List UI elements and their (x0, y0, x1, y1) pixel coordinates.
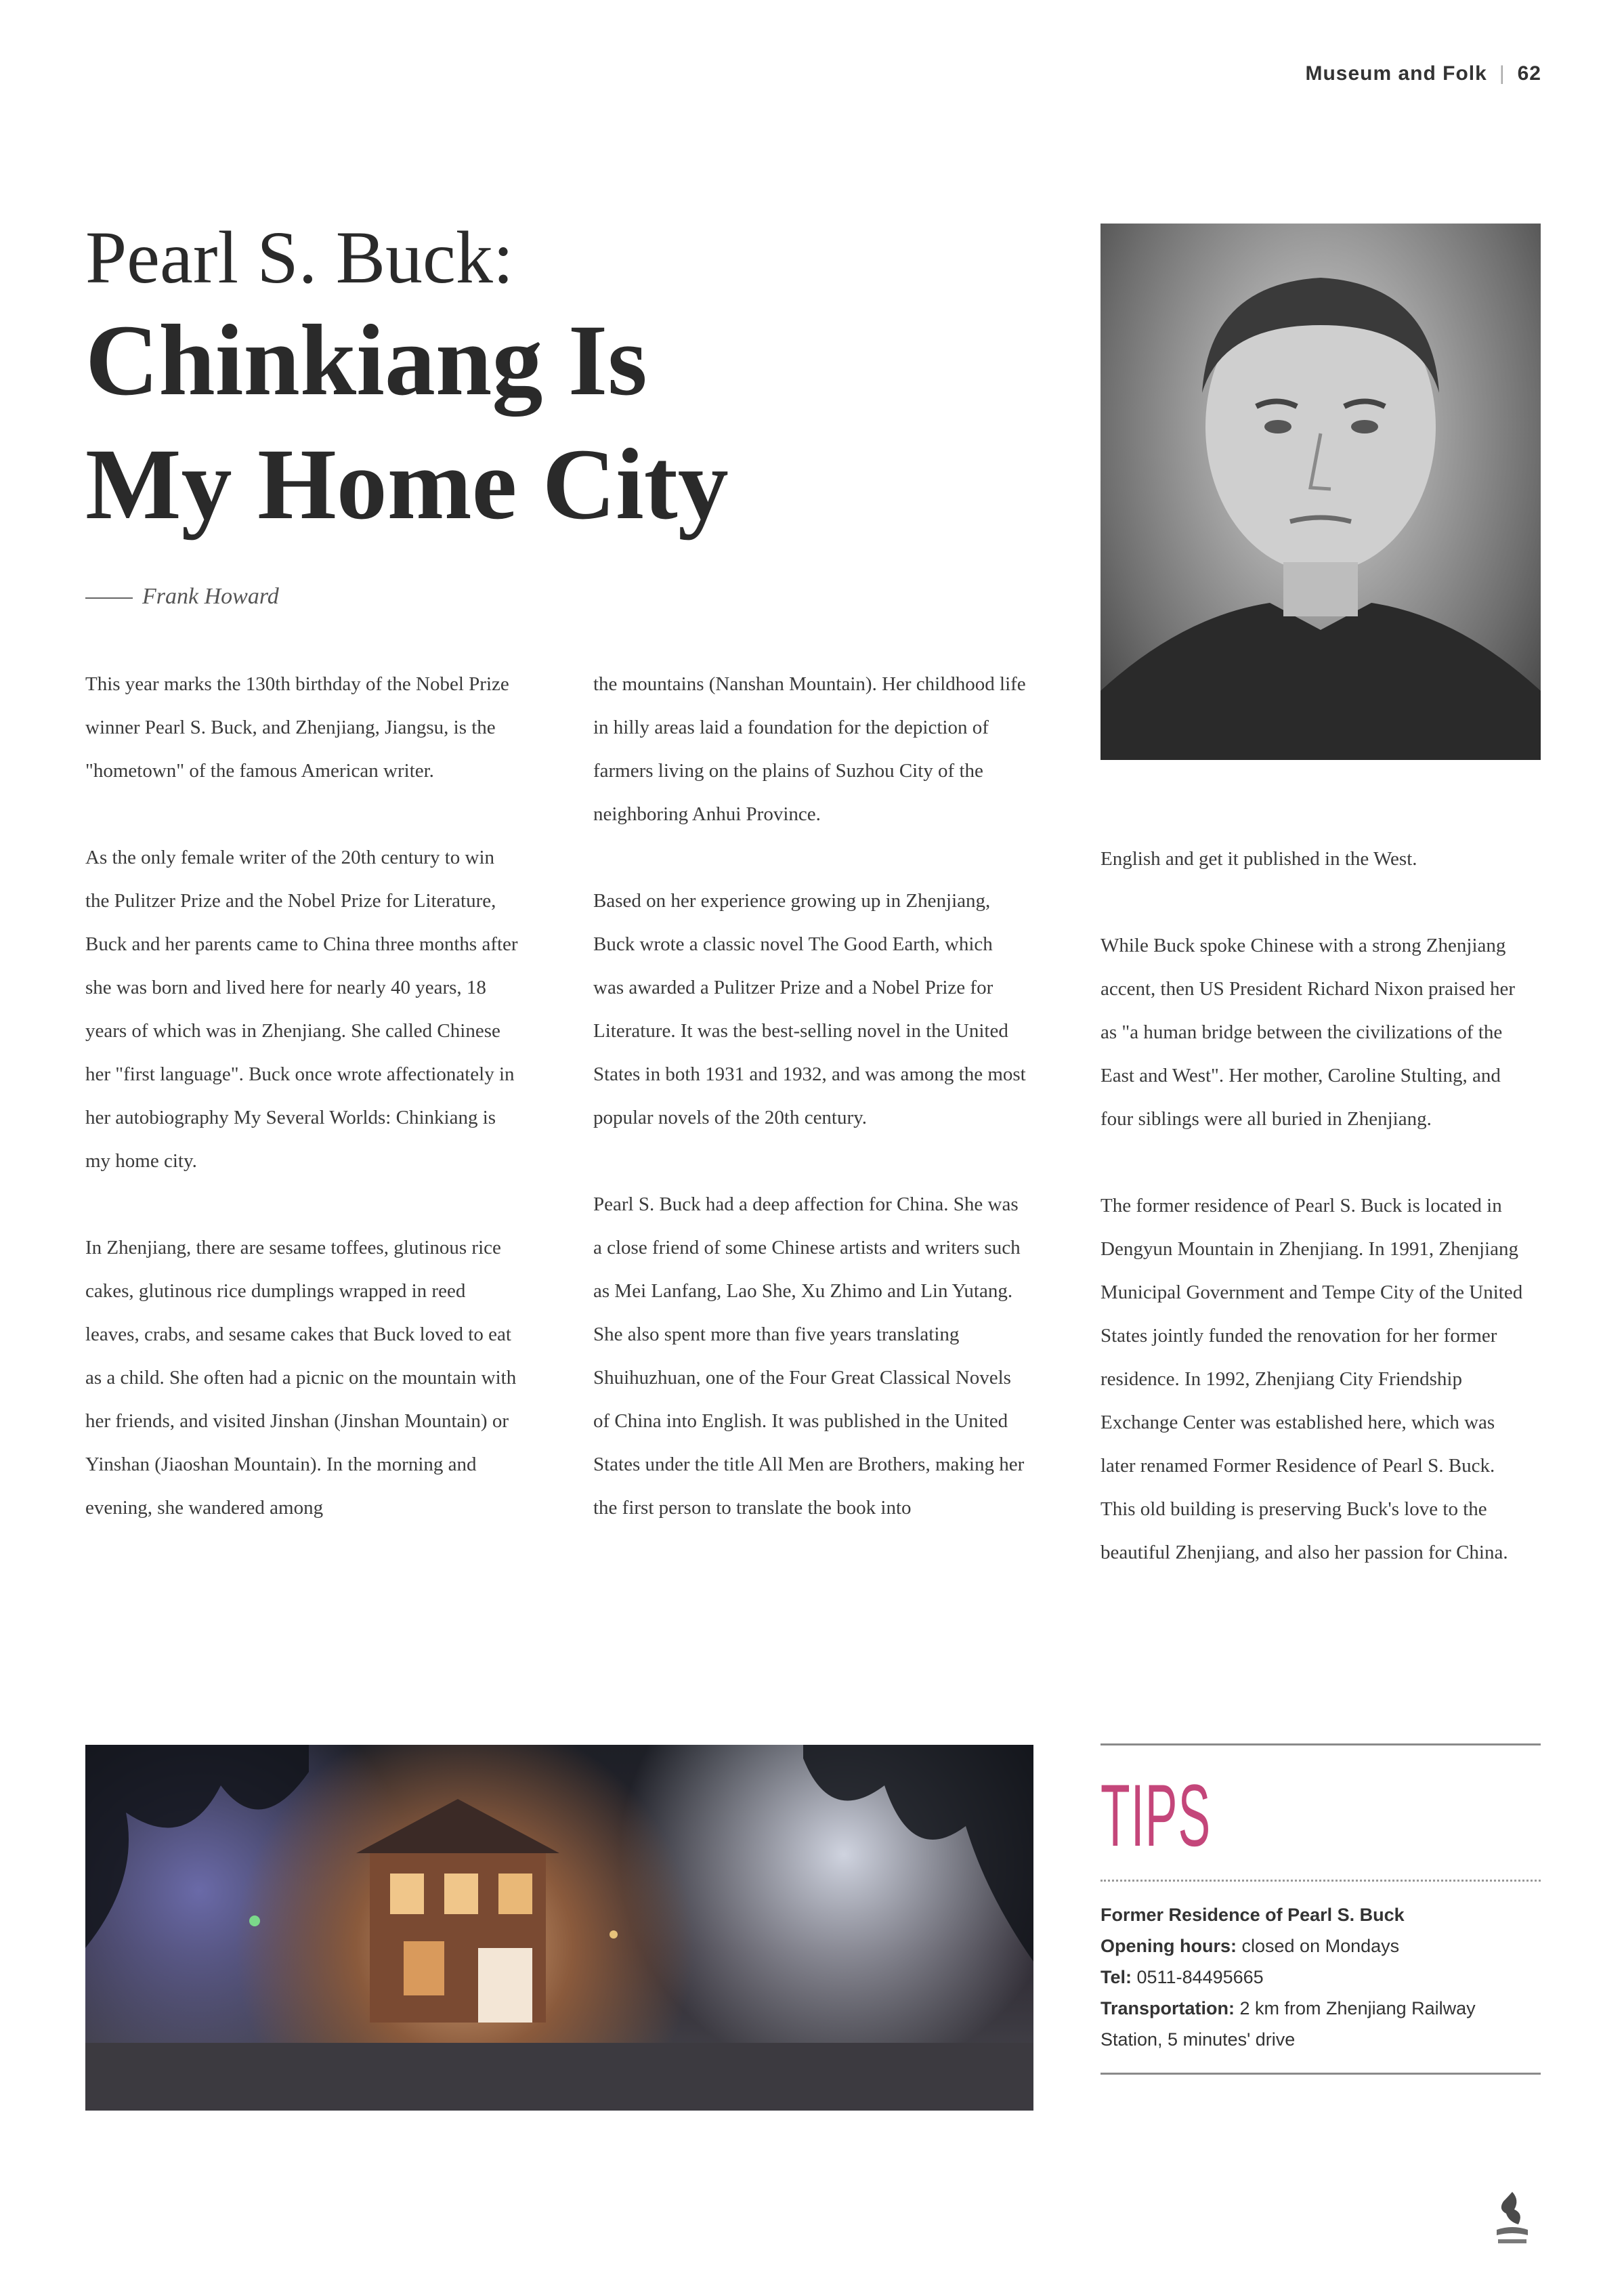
article-column-3 (1101, 837, 1534, 1617)
title-line-1: Pearl S. Buck: (85, 216, 514, 299)
paragraph: As the only female writer of the 20th century to win the Pulitzer Prize and the Nobel Prize for Literature, Buck and her parents came to China three months after she was born and lived here for nearly 40 years, 18 years of which was in Zhenjiang. She called Chinese her "first language". Buck once wrote affectionately in her autobiography My Several Worlds: Chinkiang is my home city. (85, 847, 518, 1172)
portrait-photo (1101, 224, 1541, 760)
article-title (85, 217, 1101, 547)
tips-opening-hours: Opening hours: closed on Mondays (1101, 1936, 1400, 1956)
byline-dash (85, 597, 133, 599)
paragraph: Pearl S. Buck had a deep affection for China. She was a close friend of some Chinese artists and writers such as Mei Lanfang, Lao She, Xu Zhimo and Lin Yutang. She also spent more than five years translating Shuihuzhuan, one of the Four Great Classical Novels of China into English. It was published in the United States under the title All Men are Brothers, making her the first person to translate the book into (593, 1193, 1025, 1519)
article-column-2 (593, 662, 1027, 1573)
title-line-3: My Home City (85, 428, 729, 541)
paragraph: In Zhenjiang, there are sesame toffees, glutinous rice cakes, glutinous rice dumplings wrapped in reed leaves, crabs, and sesame cakes that Buck loved to eat as a child. She often had a picnic on the mountain with her friends, and visited Jinshan (Jinshan Mountain) or Yinshan (Jiaoshan Mountain). In the morning and evening, she wandered among (85, 1237, 517, 1519)
title-line-2: Chinkiang Is (85, 304, 647, 417)
tips-heading: TIPS (1101, 1766, 1212, 1865)
page-header (1305, 62, 1541, 85)
paragraph: English and get it published in the West. (1101, 848, 1417, 870)
residence-night-photo (85, 1745, 1033, 2111)
paragraph: the mountains (Nanshan Mountain). Her childhood life in hilly areas laid a foundation for the depiction of farmers living on the plains of Suzhou City of the neighboring Anhui Province. (593, 673, 1026, 825)
paragraph: While Buck spoke Chinese with a strong Zhenjiang accent, then US President Richard Nixon praised her as "a human bridge between the civilizations of the East and West". Her mother, Caroline Stulting, and four siblings were all buried in Zhenjiang. (1101, 935, 1516, 1130)
residence-drawing (85, 1745, 1033, 2111)
paragraph: Based on her experience growing up in Zhenjiang, Buck wrote a classic novel The Good Earth, which was awarded a Pulitzer Prize and a Nobel Prize for Literature. It was the best-selling novel in the United States in both 1931 and 1932, and was among the most popular novels of the 20th century. (593, 890, 1026, 1128)
tips-body (1101, 1899, 1541, 2055)
paragraph: The former residence of Pearl S. Buck is located in Dengyun Mountain in Zhenjiang. In 1991, Zhenjiang Municipal Government and Tempe City of the United States jointly funded the renovation for her former residence. In 1992, Zhenjiang City Friendship Exchange Center was established here, which was later renamed Former Residence of Pearl S. Buck. This old building is preserving Buck's love to the beautiful Zhenjiang, and also her passion for China. (1101, 1195, 1523, 1563)
section-name: Museum and Folk (1305, 62, 1487, 85)
article-column-1 (85, 662, 519, 1573)
tips-box (1101, 1743, 1541, 2075)
tips-transportation: Transportation: 2 km from Zhenjiang Railway Station, 5 minutes' drive (1101, 1998, 1476, 2050)
author-byline (85, 584, 279, 610)
header-separator: | (1499, 62, 1505, 85)
tips-divider (1101, 1880, 1541, 1882)
page-number: 62 (1517, 62, 1541, 85)
paragraph: This year marks the 130th birthday of the Nobel Prize winner Pearl S. Buck, and Zhenjiang, Jiangsu, is the "hometown" of the famous American writer. (85, 673, 509, 782)
tips-place: Former Residence of Pearl S. Buck (1101, 1905, 1405, 1925)
portrait-drawing (1101, 224, 1541, 760)
publisher-logo-icon (1489, 2186, 1536, 2247)
tips-telephone: Tel: 0511-84495665 (1101, 1967, 1264, 1987)
author-name: Frank Howard (142, 584, 279, 609)
